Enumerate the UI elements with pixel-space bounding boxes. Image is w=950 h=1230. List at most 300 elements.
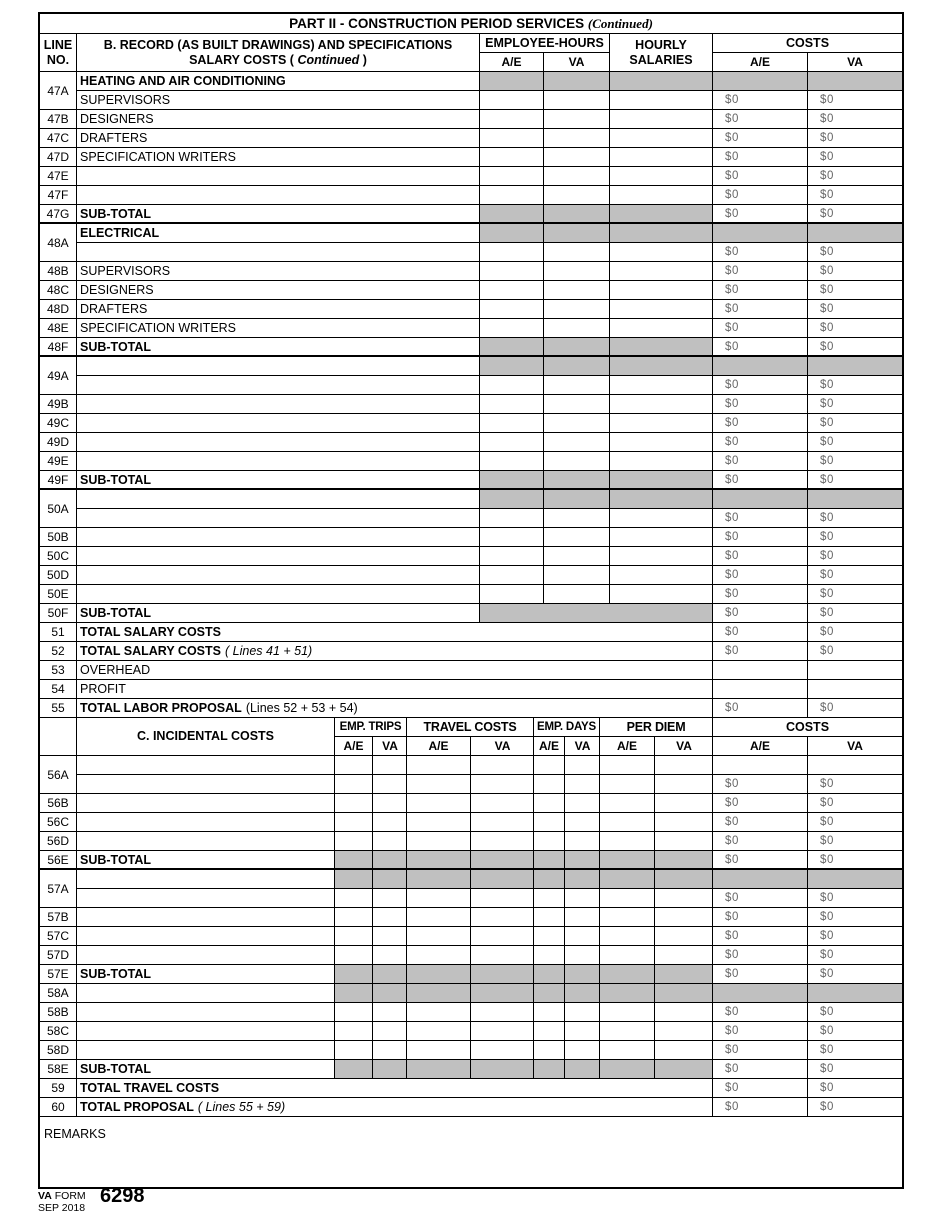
hours-cell-0[interactable] xyxy=(480,72,544,109)
incidental-cell-5[interactable] xyxy=(565,1041,600,1059)
hours-ae-cell[interactable] xyxy=(480,547,544,565)
hours-va-cell[interactable] xyxy=(544,566,610,584)
cost-ae-value[interactable]: $0 xyxy=(713,604,808,622)
cost-ae-value[interactable]: $0 xyxy=(713,927,808,945)
hourly-salary-cell[interactable] xyxy=(610,319,713,337)
incidental-cell-1[interactable] xyxy=(373,927,407,945)
description-text[interactable] xyxy=(77,167,480,185)
incidental-cell-0[interactable] xyxy=(335,908,373,926)
incidental-cell-7[interactable] xyxy=(655,756,713,793)
hourly-salaries-header xyxy=(610,34,713,71)
incidental-cell-3[interactable] xyxy=(471,1022,534,1040)
description-text[interactable] xyxy=(77,547,480,565)
cost-va-value[interactable]: $0 xyxy=(820,1025,834,1037)
incidental-cell-3[interactable] xyxy=(471,813,534,831)
line-number: 56B xyxy=(40,794,77,812)
hourly-salary-cell[interactable] xyxy=(610,414,713,432)
cost-va-value[interactable] xyxy=(808,661,902,679)
incidental-cell-5[interactable] xyxy=(565,756,600,793)
incidental-cell-5[interactable] xyxy=(565,1022,600,1040)
shaded-cell xyxy=(480,604,713,622)
incidental-cell-5[interactable] xyxy=(565,870,600,907)
incidental-cell-7[interactable] xyxy=(655,794,713,812)
cost-ae-value[interactable]: $0 xyxy=(713,1022,808,1040)
incidental-cell-6[interactable] xyxy=(600,832,655,850)
cost-ae-value[interactable]: $0 xyxy=(713,262,808,280)
cost-ae-value[interactable]: $0 xyxy=(713,338,808,355)
cost-va-value[interactable]: $0 xyxy=(820,284,834,296)
cost-va-value[interactable]: $0 xyxy=(820,949,834,961)
cost-ae-value[interactable]: $0 xyxy=(713,452,808,470)
cost-va-value[interactable]: $0 xyxy=(820,911,834,923)
description-text[interactable]: SPECIFICATION WRITERS xyxy=(77,148,480,166)
cost-ae-value[interactable]: $0 xyxy=(713,129,808,147)
hourly-salary-cell[interactable] xyxy=(610,433,713,451)
cost-va-value[interactable]: $0 xyxy=(820,473,834,486)
incidental-cell-2[interactable] xyxy=(407,1003,471,1021)
cost-va-value[interactable]: $0 xyxy=(820,1101,834,1113)
cost-va-value[interactable]: $0 xyxy=(820,379,834,391)
cost-ae-value[interactable] xyxy=(713,680,808,698)
hours-va-cell[interactable] xyxy=(544,585,610,603)
hours-cell-0[interactable] xyxy=(480,490,544,527)
c-costs-va-label: VA xyxy=(847,739,863,753)
hours-va-cell[interactable] xyxy=(544,262,610,280)
cost-va-value[interactable]: $0 xyxy=(820,892,834,904)
cost-va-value[interactable]: $0 xyxy=(820,170,834,182)
cost-va-value[interactable]: $0 xyxy=(820,1082,834,1094)
cost-va-value[interactable]: $0 xyxy=(820,853,834,866)
description-text[interactable] xyxy=(77,186,480,204)
hourly-salary-cell[interactable] xyxy=(610,167,713,185)
incidental-cell-5[interactable] xyxy=(565,1003,600,1021)
incidental-cell-3[interactable] xyxy=(471,870,534,907)
incidental-cell-0[interactable] xyxy=(335,756,373,793)
incidental-cell-7[interactable] xyxy=(655,870,713,907)
incidental-cell-4[interactable] xyxy=(534,946,565,964)
description-text[interactable] xyxy=(77,585,480,603)
description-text[interactable]: SPECIFICATION WRITERS xyxy=(77,319,480,337)
cost-va-value[interactable]: $0 xyxy=(820,797,834,809)
hours-va-cell[interactable] xyxy=(544,281,610,299)
incidental-cell-2[interactable] xyxy=(407,1022,471,1040)
hours-va-cell[interactable] xyxy=(544,414,610,432)
description-text[interactable] xyxy=(77,813,335,831)
incidental-cell-1[interactable] xyxy=(373,1041,407,1059)
hours-ae-cell[interactable] xyxy=(480,414,544,432)
incidental-cell-5[interactable] xyxy=(565,794,600,812)
cost-va-value[interactable]: $0 xyxy=(820,816,834,828)
hours-cell-0[interactable] xyxy=(480,357,544,394)
incidental-cell-0[interactable] xyxy=(335,813,373,831)
description-text[interactable] xyxy=(77,414,480,432)
cost-ae-value[interactable]: $0 xyxy=(713,1079,808,1097)
hours-va-cell[interactable] xyxy=(544,186,610,204)
hourly-salary-cell[interactable] xyxy=(610,262,713,280)
hourly-salary-cell[interactable] xyxy=(610,186,713,204)
incidental-cell-6[interactable] xyxy=(600,1041,655,1059)
incidental-cell-0[interactable] xyxy=(335,1022,373,1040)
incidental-cell-6[interactable] xyxy=(600,813,655,831)
description-line1[interactable] xyxy=(77,756,334,775)
cost-ae-value[interactable]: $0 xyxy=(713,1003,808,1021)
incidental-cell-6[interactable] xyxy=(600,908,655,926)
hours-cell-2[interactable] xyxy=(610,72,713,109)
cost-ae-value[interactable]: $0 xyxy=(713,965,808,983)
description-text[interactable] xyxy=(77,1041,335,1059)
hours-va-cell[interactable] xyxy=(544,300,610,318)
cost-ae-value[interactable]: $0 xyxy=(713,908,808,926)
shaded-cell xyxy=(480,357,543,376)
cost-va-value[interactable]: $0 xyxy=(820,569,834,581)
incidental-cell-6[interactable] xyxy=(600,927,655,945)
incidental-cell-1[interactable] xyxy=(373,870,407,907)
hourly-salary-cell[interactable] xyxy=(610,452,713,470)
description-text[interactable] xyxy=(77,566,480,584)
incidental-cell-6[interactable] xyxy=(600,794,655,812)
description-header[interactable]: HEATING AND AIR CONDITIONING xyxy=(77,72,480,91)
incidental-cell-1[interactable] xyxy=(373,1022,407,1040)
cost-ae-value[interactable]: $0 xyxy=(713,433,808,451)
incidental-cell-3[interactable] xyxy=(471,794,534,812)
incidental-cell-4[interactable] xyxy=(534,1041,565,1059)
incidental-cell-0[interactable] xyxy=(335,1041,373,1059)
description-header[interactable] xyxy=(77,357,480,376)
hourly-salary-cell[interactable] xyxy=(610,528,713,546)
cost-va-value[interactable]: $0 xyxy=(820,835,834,847)
cost-va-value[interactable]: $0 xyxy=(820,322,834,334)
incidental-cell-3[interactable] xyxy=(471,832,534,850)
hours-cell-1[interactable] xyxy=(544,490,610,527)
incidental-cell-2[interactable] xyxy=(407,946,471,964)
cost-va-value[interactable] xyxy=(808,984,902,1002)
cost-va-value[interactable]: $0 xyxy=(820,626,834,638)
hours-ae-cell[interactable] xyxy=(480,566,544,584)
incidental-cell-2[interactable] xyxy=(407,927,471,945)
cost-ae-value[interactable]: $0 xyxy=(725,94,739,106)
incidental-cell-4[interactable] xyxy=(534,1022,565,1040)
hours-va-cell[interactable] xyxy=(544,528,610,546)
hours-ae-cell[interactable] xyxy=(480,167,544,185)
incidental-cell-6[interactable] xyxy=(600,756,655,793)
hours-va-cell[interactable] xyxy=(544,319,610,337)
total-row-51 xyxy=(40,623,902,642)
incidental-cell-4[interactable] xyxy=(534,832,565,850)
description-text[interactable] xyxy=(77,1022,335,1040)
cost-ae-value[interactable]: $0 xyxy=(725,778,739,790)
incidental-cell-1[interactable] xyxy=(373,756,407,793)
incidental-cell-5[interactable] xyxy=(565,908,600,926)
description-text[interactable]: SUPERVISORS xyxy=(77,262,480,280)
title-line2-b: Continued xyxy=(297,52,360,67)
cost-ae-value[interactable]: $0 xyxy=(713,319,808,337)
incidental-cell-2[interactable] xyxy=(407,794,471,812)
cost-va-value[interactable]: $0 xyxy=(820,968,834,980)
cost-va-value[interactable]: $0 xyxy=(820,132,834,144)
incidental-cell-0[interactable] xyxy=(335,946,373,964)
cost-va-value[interactable] xyxy=(808,680,902,698)
cost-ae-value[interactable]: $0 xyxy=(713,946,808,964)
incidental-cell-0[interactable] xyxy=(335,794,373,812)
cost-va-value[interactable]: $0 xyxy=(820,455,834,467)
incidental-cell-4[interactable] xyxy=(534,927,565,945)
hours-ae-cell[interactable] xyxy=(480,433,544,451)
incidental-cell-0[interactable] xyxy=(335,870,373,907)
hours-cell-2[interactable] xyxy=(610,357,713,394)
cost-ae-value[interactable]: $0 xyxy=(713,832,808,850)
cost-ae-value[interactable]: $0 xyxy=(713,471,808,488)
hourly-salary-cell[interactable] xyxy=(610,566,713,584)
hours-ae-cell[interactable] xyxy=(480,262,544,280)
description-text[interactable]: DESIGNERS xyxy=(77,110,480,128)
cost-va-value[interactable]: $0 xyxy=(820,246,834,258)
description-text[interactable] xyxy=(77,509,480,527)
incidental-cell-2[interactable] xyxy=(407,832,471,850)
cost-va-value[interactable]: $0 xyxy=(820,607,834,619)
incidental-cell-6[interactable] xyxy=(600,870,655,907)
hours-ae-cell[interactable] xyxy=(480,395,544,413)
cost-va-value[interactable]: $0 xyxy=(820,1044,834,1056)
cost-ae-value[interactable]: $0 xyxy=(713,1060,808,1078)
description-text[interactable] xyxy=(77,927,335,945)
incidental-cell-2[interactable] xyxy=(407,756,471,793)
cost-ae-value[interactable] xyxy=(713,984,808,1002)
incidental-cell-6[interactable] xyxy=(600,946,655,964)
description-text[interactable] xyxy=(77,832,335,850)
description-text[interactable] xyxy=(77,376,480,394)
cost-ae-value[interactable]: $0 xyxy=(725,246,739,258)
cost-ae-value[interactable]: $0 xyxy=(713,851,808,868)
cost-va-value[interactable]: $0 xyxy=(820,151,834,163)
cost-ae-value[interactable]: $0 xyxy=(713,528,808,546)
hours-va-cell[interactable] xyxy=(544,452,610,470)
cost-ae-value[interactable]: $0 xyxy=(725,512,739,524)
description-text[interactable] xyxy=(77,395,480,413)
incidental-cell-3[interactable] xyxy=(471,908,534,926)
incidental-cell-0[interactable] xyxy=(335,1003,373,1021)
cost-ae-value[interactable]: $0 xyxy=(713,566,808,584)
cost-va-value[interactable]: $0 xyxy=(820,645,834,657)
incidental-cell-3[interactable] xyxy=(471,1041,534,1059)
hourly-salary-cell[interactable] xyxy=(610,395,713,413)
hours-cell-1[interactable] xyxy=(544,72,610,109)
cost-ae-value[interactable]: $0 xyxy=(725,892,739,904)
cost-va-value[interactable]: $0 xyxy=(820,189,834,201)
cost-va-value[interactable]: $0 xyxy=(820,588,834,600)
hours-ae-cell[interactable] xyxy=(480,585,544,603)
cost-va-value[interactable]: $0 xyxy=(820,702,834,714)
incidental-cell-5[interactable] xyxy=(565,946,600,964)
cost-ae-value[interactable]: $0 xyxy=(713,813,808,831)
incidental-cell-4[interactable] xyxy=(534,794,565,812)
description-text[interactable]: DRAFTERS xyxy=(77,300,480,318)
hours-ae-cell xyxy=(480,205,544,222)
cost-va-value[interactable]: $0 xyxy=(820,113,834,125)
cost-ae-value[interactable]: $0 xyxy=(713,642,808,660)
cost-va-value[interactable]: $0 xyxy=(820,398,834,410)
incidental-cell-4[interactable] xyxy=(534,756,565,793)
incidental-cell-1[interactable] xyxy=(373,946,407,964)
hourly-salary-cell[interactable] xyxy=(610,547,713,565)
incidental-cell-0[interactable] xyxy=(335,832,373,850)
cost-ae-value[interactable]: $0 xyxy=(713,281,808,299)
hours-ae-cell[interactable] xyxy=(480,129,544,147)
hours-cell-1[interactable] xyxy=(544,357,610,394)
hours-ae-cell[interactable] xyxy=(480,528,544,546)
hours-ae-cell[interactable] xyxy=(480,148,544,166)
hours-ae-cell[interactable] xyxy=(480,186,544,204)
hours-cell-2[interactable] xyxy=(610,224,713,261)
cost-va-value[interactable]: $0 xyxy=(820,207,834,220)
hours-ae-cell[interactable] xyxy=(480,319,544,337)
cost-va-value[interactable]: $0 xyxy=(820,436,834,448)
incidental-cell-5[interactable] xyxy=(565,927,600,945)
incidental-cell-2[interactable] xyxy=(407,908,471,926)
cost-ae-value[interactable]: $0 xyxy=(725,379,739,391)
description-text[interactable] xyxy=(77,433,480,451)
cost-ae-value[interactable]: $0 xyxy=(713,414,808,432)
incidental-cell-5[interactable] xyxy=(565,813,600,831)
description-line1[interactable] xyxy=(77,870,334,889)
hours-cell-0[interactable] xyxy=(480,224,544,261)
cost-va-value[interactable]: $0 xyxy=(820,930,834,942)
description-text[interactable] xyxy=(77,452,480,470)
hours-va-cell[interactable] xyxy=(544,148,610,166)
hourly-salary-cell[interactable] xyxy=(610,281,713,299)
cost-va-value[interactable]: $0 xyxy=(820,340,834,353)
cost-ae-value[interactable]: $0 xyxy=(713,167,808,185)
cost-va-value[interactable]: $0 xyxy=(820,531,834,543)
incidental-cell-3[interactable] xyxy=(471,946,534,964)
description-header[interactable] xyxy=(77,490,480,509)
incidental-cell-4[interactable] xyxy=(534,870,565,907)
incidental-cell-3[interactable] xyxy=(471,756,534,793)
line-number: 48B xyxy=(40,262,77,280)
incidental-cell-1[interactable] xyxy=(373,794,407,812)
hours-va-cell[interactable] xyxy=(544,110,610,128)
cost-va-value[interactable]: $0 xyxy=(820,417,834,429)
no-header-text: NO. xyxy=(46,52,70,67)
incidental-cell-7[interactable] xyxy=(655,832,713,850)
cost-ae-value[interactable]: $0 xyxy=(713,1098,808,1116)
hours-ae-cell[interactable] xyxy=(480,452,544,470)
description-text[interactable] xyxy=(77,528,480,546)
cost-ae-value[interactable]: $0 xyxy=(713,1041,808,1059)
hours-cell-1[interactable] xyxy=(544,224,610,261)
hourly-salary-cell[interactable] xyxy=(610,110,713,128)
hours-cell-2[interactable] xyxy=(610,490,713,527)
cost-va-value[interactable]: $0 xyxy=(820,94,834,106)
incidental-cell-4[interactable] xyxy=(534,908,565,926)
b-row-47G xyxy=(40,205,902,224)
incidental-cell-6[interactable] xyxy=(600,1022,655,1040)
cost-ae-value[interactable]: $0 xyxy=(713,794,808,812)
hours-va-cell[interactable] xyxy=(544,167,610,185)
description-text[interactable]: DESIGNERS xyxy=(77,281,480,299)
incidental-cell-7[interactable] xyxy=(655,813,713,831)
incidental-cell-7[interactable] xyxy=(655,946,713,964)
description-text[interactable] xyxy=(77,984,335,1002)
shaded-cell xyxy=(808,357,902,376)
description-text[interactable]: DRAFTERS xyxy=(77,129,480,147)
cost-ae-value[interactable]: $0 xyxy=(713,110,808,128)
incidental-cell-1[interactable] xyxy=(373,908,407,926)
cost-va-value[interactable]: $0 xyxy=(820,1006,834,1018)
description-text[interactable] xyxy=(77,243,480,261)
cost-ae-value[interactable]: $0 xyxy=(713,395,808,413)
incidental-cell-1[interactable] xyxy=(373,1003,407,1021)
incidental-cell-7[interactable] xyxy=(655,1022,713,1040)
hourly-salary-cell[interactable] xyxy=(610,129,713,147)
description-text[interactable]: SUPERVISORS xyxy=(80,93,171,107)
description-header[interactable]: ELECTRICAL xyxy=(77,224,480,243)
cost-va-value[interactable]: $0 xyxy=(820,512,834,524)
description-text[interactable] xyxy=(77,946,335,964)
incidental-cell-4[interactable] xyxy=(534,813,565,831)
cost-ae-value[interactable] xyxy=(713,661,808,679)
shaded-cell xyxy=(610,72,712,91)
hours-va-cell[interactable] xyxy=(544,129,610,147)
incidental-cell-1[interactable] xyxy=(373,813,407,831)
hours-va-cell[interactable] xyxy=(544,395,610,413)
incidental-cell-7[interactable] xyxy=(655,1003,713,1021)
hours-va-cell[interactable] xyxy=(544,547,610,565)
cost-va-value[interactable]: $0 xyxy=(820,265,834,277)
cost-ae-value[interactable]: $0 xyxy=(713,547,808,565)
incidental-cell-3[interactable] xyxy=(471,1003,534,1021)
incidental-cell-6[interactable] xyxy=(600,1003,655,1021)
description-text[interactable] xyxy=(77,794,335,812)
hours-ae-cell[interactable] xyxy=(480,110,544,128)
cost-ae-value[interactable]: $0 xyxy=(713,623,808,641)
incidental-cell-0[interactable] xyxy=(335,927,373,945)
description-text[interactable] xyxy=(77,1003,335,1021)
cost-ae-value[interactable]: $0 xyxy=(713,300,808,318)
incidental-cell-2[interactable] xyxy=(407,813,471,831)
cost-va-value[interactable]: $0 xyxy=(820,1063,834,1075)
cost-va-value[interactable]: $0 xyxy=(820,303,834,315)
incidental-cell-1[interactable] xyxy=(373,832,407,850)
cost-va-value[interactable]: $0 xyxy=(820,778,834,790)
incidental-cell-2[interactable] xyxy=(407,1041,471,1059)
hours-va-cell[interactable] xyxy=(544,433,610,451)
cost-va-cell xyxy=(808,224,902,261)
cost-ae-value[interactable]: $0 xyxy=(713,148,808,166)
description-text[interactable] xyxy=(77,908,335,926)
cost-ae-value[interactable]: $0 xyxy=(713,205,808,222)
incidental-cell-2[interactable] xyxy=(407,870,471,907)
incidental-cell-7[interactable] xyxy=(655,927,713,945)
remarks-input[interactable] xyxy=(40,1142,902,1189)
incidental-cell-4[interactable] xyxy=(534,1003,565,1021)
hourly-salary-cell[interactable] xyxy=(610,148,713,166)
incidental-cell-5[interactable] xyxy=(565,832,600,850)
incidental-cell-3[interactable] xyxy=(471,927,534,945)
cost-ae-value[interactable]: $0 xyxy=(713,186,808,204)
hourly-salary-cell[interactable] xyxy=(610,585,713,603)
incidental-cell-7[interactable] xyxy=(655,908,713,926)
cost-ae-value[interactable]: $0 xyxy=(713,585,808,603)
incidental-cell-7[interactable] xyxy=(655,1041,713,1059)
hours-ae-cell[interactable] xyxy=(480,300,544,318)
b-row-48C xyxy=(40,281,902,300)
shaded-cell xyxy=(544,224,609,243)
hourly-salary-cell[interactable] xyxy=(610,300,713,318)
hours-ae-cell[interactable] xyxy=(480,281,544,299)
line-number: 49C xyxy=(40,414,77,432)
cost-ae-value[interactable]: $0 xyxy=(713,699,808,717)
cost-va-value[interactable]: $0 xyxy=(820,550,834,562)
